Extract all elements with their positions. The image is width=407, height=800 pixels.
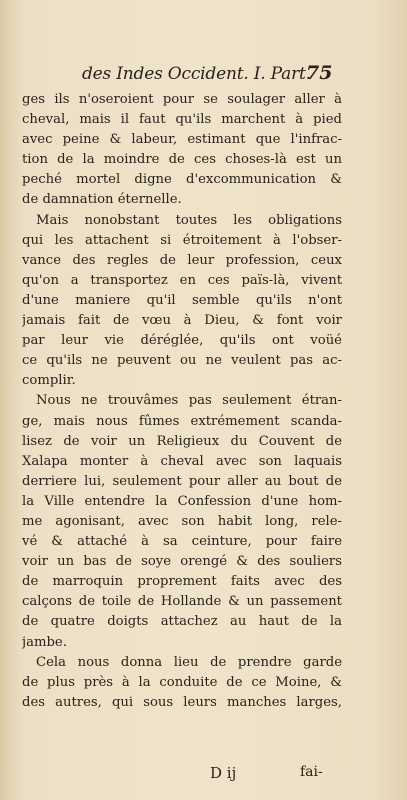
page-number: 75	[306, 62, 333, 84]
text-line: la Ville entendre la Confession d'une hom-	[22, 493, 342, 509]
text-line: ge, mais nous fûmes extrémement scanda-	[22, 413, 342, 429]
paragraph-start-line: Mais nonobstant toutes les obligations	[36, 212, 342, 228]
text-line: jamais fait de vœu à Dieu, & font voir	[22, 313, 342, 329]
text-line: de plus près à la conduite de ce Moine, &	[22, 674, 342, 690]
text-line: lisez de voir un Religieux du Couvent de	[22, 433, 342, 449]
text-line: qui les attachent si étroitement à l'obser-	[22, 232, 342, 248]
page-footer	[0, 764, 407, 788]
text-line: Xalapa monter à cheval avec son laquais	[22, 453, 342, 469]
text-line: de damnation éternelle.	[22, 192, 182, 208]
paragraph-start-line: Nous ne trouvâmes pas seulement étran-	[36, 393, 342, 409]
text-line: tion de la moindre de ces choses-là est un	[22, 152, 342, 168]
text-line: calçons de toile de Hollande & un passement	[22, 594, 342, 610]
text-line: d'une maniere qu'il semble qu'ils n'ont	[22, 292, 342, 308]
text-line: complir.	[22, 373, 76, 389]
catchword: fai-	[300, 764, 323, 780]
text-line: derriere lui, seulement pour aller au bout de	[22, 473, 342, 489]
text-line: ce qu'ils ne peuvent ou ne veulent pas ac-	[22, 353, 342, 369]
text-line: de marroquin proprement faits avec des	[22, 574, 342, 590]
text-line: vance des regles de leur profession, ceux	[22, 252, 342, 268]
text-line: qu'on a transportez en ces païs-là, vivent	[22, 272, 342, 288]
text-line: de quatre doigts attachez au haut de la	[22, 614, 342, 630]
text-line: jambe.	[22, 634, 67, 650]
body-text	[22, 90, 342, 713]
signature-mark: D ij	[210, 764, 237, 782]
text-line: ges ils n'oseroient pour se soulager aller à	[22, 92, 342, 107]
text-line: vé & attaché à sa ceinture, pour faire	[22, 534, 342, 550]
text-line: par leur vie déréglée, qu'ils ont voüé	[22, 333, 342, 349]
text-line: avec peine & labeur, estimant que l'infrac-	[22, 132, 342, 148]
text-line: cheval, mais il faut qu'ils marchent à pied	[22, 112, 342, 128]
text-line: me agonisant, avec son habit long, rele-	[22, 513, 342, 529]
text-line: voir un bas de soye orengé & des souliers	[22, 554, 342, 570]
running-head	[0, 62, 407, 88]
text-line: des autres, qui sous leurs manches larges,	[22, 694, 342, 710]
running-head-title: des Indes Occident. I. Part.	[82, 64, 311, 84]
paragraph-start-line: Cela nous donna lieu de prendre garde	[36, 654, 342, 670]
text-line: peché mortel digne d'excommunication &	[22, 172, 342, 188]
